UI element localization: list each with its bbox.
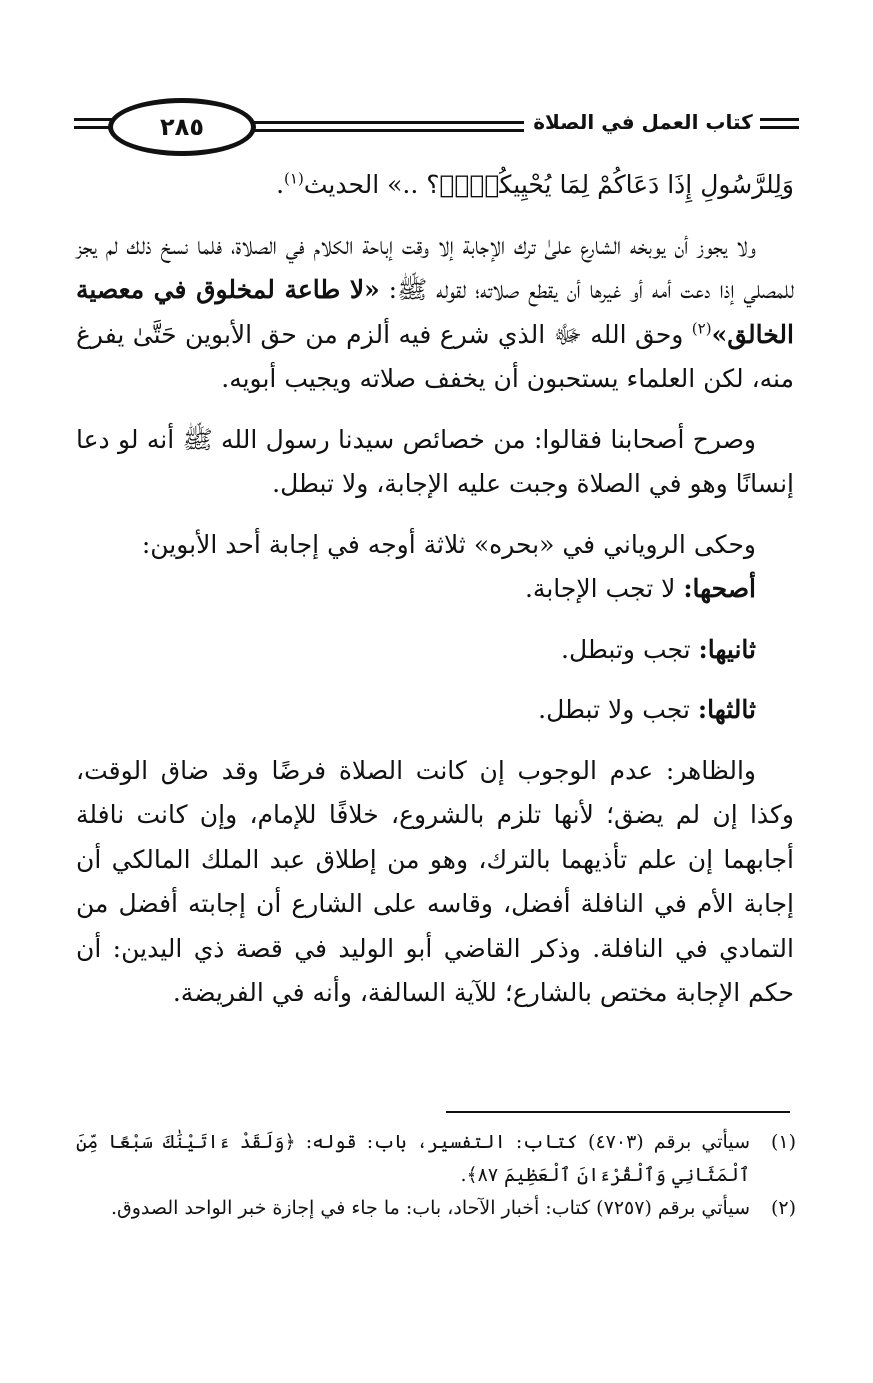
footnote-number: (١) (770, 1131, 796, 1153)
footnote-text: سيأتي برقم (٤٧٠٣) كتاب: التفسير، باب: قوله: ﴿وَلَقَدْ ءَاتَيْنَٰكَ سَبْعًا مِّنَ ٱلْمَثَانِي وَٱلْقُرْءَانَ ٱلْعَظِيمَ ٨٧﴾. (76, 1131, 750, 1186)
opinion-label: أصحها: (683, 574, 756, 603)
footnote-ref-1: (١) (284, 169, 304, 188)
paragraph-apparent: والظاهر: عدم الوجوب إن كانت الصلاة فرضًا وقد ضاق الوقت، وكذا إن لم يضق؛ لأنها تلزم بالشروع، خلافًا للإمام، وإن كانت نافلة أجابهما إن علم تأذيهما بالترك، وهو من إطلاق عبد الملك المالكي أن إجابة الأم في النافلة أفضل، وقاسه على الشارع أن إجابته أفضل من التمادي في النافلة. وذكر القاضي أبو الوليد في قصة ذي اليدين: أن حكم الإجابة مختص بالشارع؛ للآية السالفة، وأنه في الفريضة. (76, 755, 794, 1007)
main-text (76, 163, 794, 1016)
opinion-3 (76, 688, 794, 733)
footnote-number: (٢) (770, 1197, 796, 1219)
opinion-1 (76, 567, 794, 612)
opinion-2 (76, 628, 794, 673)
paragraph-text: وحق الله ﷻ الذي شرع فيه ألزم من حق الأبوين حَتَّىٰ يفرغ منه، لكن العلماء يستحبون أن يخفف صلاته ويجيب أبويه. (76, 319, 794, 393)
header-rule-right (760, 118, 799, 121)
opinion-text: لا تجب الإجابة. (524, 574, 684, 603)
opinion-text: تجب ولا تبطل. (538, 695, 698, 724)
footnote-2 (76, 1192, 796, 1225)
footnote-1 (76, 1126, 796, 1192)
header-rule-middle-2 (252, 129, 524, 132)
footnote-separator (446, 1111, 790, 1113)
footnote-ref-2: (٢) (691, 319, 712, 338)
paragraph-rebuke (76, 224, 794, 402)
page-number-frame (108, 98, 256, 156)
page-header (74, 96, 799, 162)
opinion-text: تجب وتبطل. (561, 634, 699, 664)
paragraph-text: ولا يجوز أن يوبخه الشارع علىٰ ترك الإجابة إلا وقت إباحة الكلام في الصلاة، فلما نسخ ذلك لم يجز للمصلي إذا دعت أمه أو غيرها أن يقطع صلاته؛ لقوله ﷺ: (76, 230, 794, 304)
header-rule-right-2 (760, 126, 799, 129)
footnotes (76, 1126, 796, 1225)
paragraph-verse-end (76, 163, 794, 208)
paragraph-companions: وصرح أصحابنا فقالوا: من خصائص سيدنا رسول الله ﷺ أنه لو دعا إنسانًا وهو في الصلاة وجبت عليه الإجابة، ولا تبطل. (76, 424, 794, 498)
paragraph-ruyani: وحكى الروياني في «بحره» ثلاثة أوجه في إجابة أحد الأبوين: (141, 529, 756, 559)
footnote-text: سيأتي برقم (٧٢٥٧) كتاب: أخبار الآحاد، باب: ما جاء في إجازة خبر الواحد الصدوق. (110, 1197, 750, 1219)
opinion-label: ثالثها: (697, 695, 756, 724)
header-rule-middle (252, 121, 524, 124)
opinion-label: ثانيها: (698, 634, 756, 664)
hadith-quote: «لا طاعة لمخلوق في معصية الخالق» (76, 275, 794, 349)
verse-text: وَلِلرَّسُولِ إِذَا دَعَاكُمْ لِمَا يُحْيِيكُمْۖ﴾؟ ..» الحديث (303, 170, 794, 199)
book-title: كتاب العمل في الصلاة (533, 110, 753, 134)
punctuation: . (276, 170, 285, 199)
page-number: ٢٨٥ (160, 113, 204, 141)
